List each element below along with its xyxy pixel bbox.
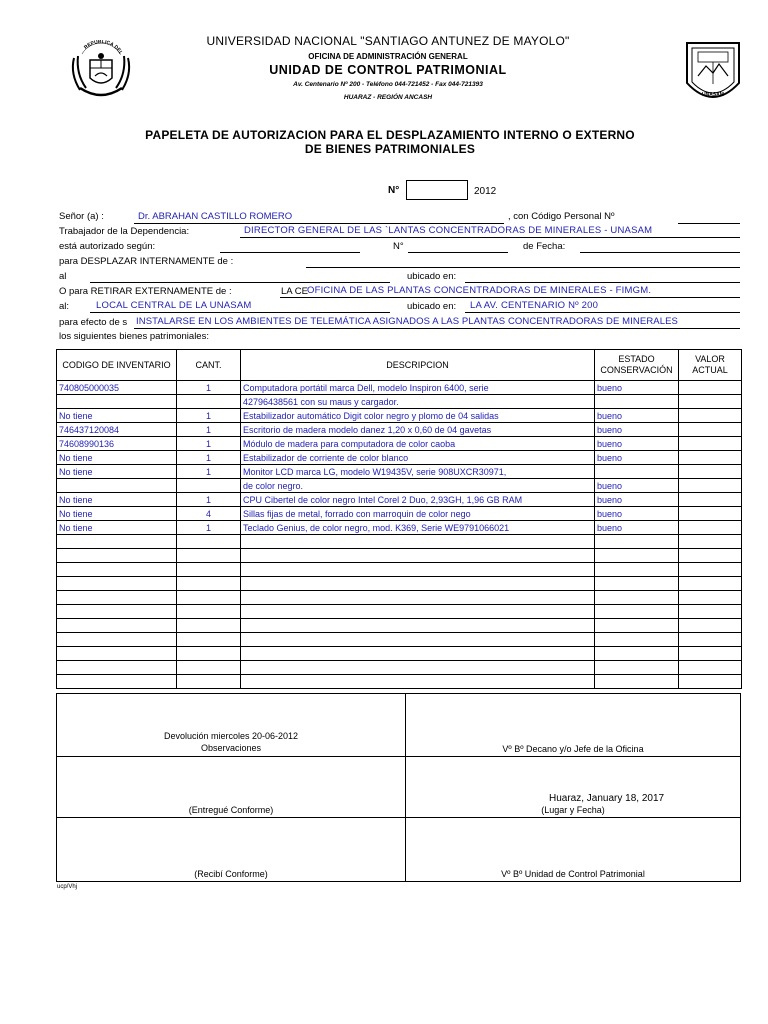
row-code — [57, 619, 177, 633]
row-cant — [177, 661, 241, 675]
row-estado: bueno — [595, 381, 679, 395]
table-row — [57, 395, 742, 409]
row-cant: 1 — [177, 465, 241, 479]
row-estado — [595, 605, 679, 619]
row-code: No tiene — [57, 465, 177, 479]
row-valor — [679, 661, 742, 675]
table-row — [57, 591, 742, 605]
table-header-row — [57, 350, 742, 381]
office-name: OFICINA DE ADMINISTRACIÓN GENERAL — [308, 52, 468, 61]
al2-label: al: — [59, 301, 70, 312]
dependencia-label: Trabajador de la Dependencia: — [59, 226, 190, 237]
table-row — [57, 493, 742, 507]
al-label: al — [59, 271, 67, 282]
retirar-prefix: LA CE — [281, 286, 308, 297]
ubicado2-value[interactable]: LA AV. CENTENARIO Nº 200 — [470, 300, 599, 311]
row-desc — [241, 591, 595, 605]
right-seal-text: UNASAM — [702, 92, 724, 98]
row-desc: Módulo de madera para computadora de color caoba — [241, 437, 595, 451]
row-valor — [679, 521, 742, 535]
row-desc — [241, 675, 595, 689]
table-row — [57, 605, 742, 619]
row-desc: Estabilizador automático Digit color negro y plomo de 04 salidas — [241, 409, 595, 423]
row-valor — [679, 465, 742, 479]
header-cant: CANT. — [177, 350, 241, 381]
table-row — [57, 521, 742, 535]
row-valor — [679, 549, 742, 563]
row-estado — [595, 549, 679, 563]
row-desc: 42796438561 con su maus y cargador. — [241, 395, 595, 409]
dependencia-value[interactable]: DIRECTOR GENERAL DE LAS `LANTAS CONCENTRADORAS DE MINERALES - UNASAM — [244, 225, 653, 236]
row-desc — [241, 605, 595, 619]
senor-label: Señor (a) : — [59, 211, 104, 222]
row-code: No tiene — [57, 409, 177, 423]
row-valor — [679, 395, 742, 409]
table-row — [57, 381, 742, 395]
row-desc: Estabilizador de corriente de color blanco — [241, 451, 595, 465]
left-seal-text: REPUBLICA DEL — [83, 40, 124, 56]
observaciones-label: Observaciones — [200, 743, 262, 753]
city-line: HUARAZ - REGIÓN ANCASH — [343, 94, 433, 101]
row-valor — [679, 451, 742, 465]
row-code — [57, 577, 177, 591]
row-code — [57, 647, 177, 661]
row-code — [57, 549, 177, 563]
header-desc: DESCRIPCION — [241, 350, 595, 381]
number-field[interactable] — [406, 180, 468, 200]
row-estado — [595, 577, 679, 591]
row-valor — [679, 647, 742, 661]
row-code — [57, 675, 177, 689]
row-cant — [177, 605, 241, 619]
row-code: 74608990136 — [57, 437, 177, 451]
row-cant — [177, 647, 241, 661]
row-estado — [595, 395, 679, 409]
recibi-label: (Recibí Conforme) — [194, 869, 268, 879]
devolucion-text: Devolución miercoles 20-06-2012 — [163, 731, 299, 741]
row-code: No tiene — [57, 507, 177, 521]
n-label: N° — [393, 241, 404, 252]
entregue-label: (Entregué Conforme) — [188, 805, 274, 815]
row-valor — [679, 619, 742, 633]
row-desc — [241, 563, 595, 577]
codigo-label: , con Código Personal Nº — [508, 211, 615, 222]
row-valor — [679, 507, 742, 521]
desplazar-label: para DESPLAZAR INTERNAMENTE de : — [59, 256, 234, 267]
fecha-label: de Fecha: — [523, 241, 566, 252]
row-estado: bueno — [595, 493, 679, 507]
row-cant — [177, 479, 241, 493]
header-estado: ESTADO CONSERVACIÓN — [595, 350, 679, 381]
ubicado1-label: ubicado en: — [407, 271, 457, 282]
table-row — [57, 661, 742, 675]
vb-unidad-label: Vº Bº Unidad de Control Patrimonial — [501, 869, 645, 879]
row-estado — [595, 647, 679, 661]
form-title-line2: DE BIENES PATRIMONIALES — [304, 142, 476, 156]
table-row — [57, 479, 742, 493]
row-code: 740805000035 — [57, 381, 177, 395]
senor-value[interactable]: Dr. ABRAHAN CASTILLO ROMERO — [138, 211, 293, 222]
row-cant: 1 — [177, 451, 241, 465]
table-row — [57, 675, 742, 689]
row-estado: bueno — [595, 451, 679, 465]
row-desc — [241, 535, 595, 549]
row-desc — [241, 661, 595, 675]
row-desc — [241, 647, 595, 661]
table-row — [57, 507, 742, 521]
row-desc: Sillas fijas de metal, forrado con marroquin de color nego — [241, 507, 595, 521]
table-row — [57, 535, 742, 549]
efecto-value[interactable]: INSTALARSE EN LOS AMBIENTES DE TELEMÁTICA ASIGNADOS A LAS PLANTAS CONCENTRADORAS DE MINERALES — [136, 316, 678, 327]
number-year: 2012 — [474, 186, 497, 197]
row-desc: Teclado Genius, de color negro, mod. K369, Serie WE9791066021 — [241, 521, 595, 535]
bienes-label: los siguientes bienes patrimoniales: — [59, 331, 209, 342]
table-row — [57, 465, 742, 479]
row-code — [57, 605, 177, 619]
table-row — [57, 619, 742, 633]
number-label: N° — [388, 185, 400, 196]
row-estado — [595, 591, 679, 605]
row-valor — [679, 633, 742, 647]
form-title-line1: PAPELETA DE AUTORIZACION PARA EL DESPLAZAMIENTO INTERNO O EXTERNO — [145, 128, 635, 142]
row-cant: 1 — [177, 437, 241, 451]
table-row — [57, 423, 742, 437]
row-desc — [241, 577, 595, 591]
row-valor — [679, 605, 742, 619]
row-cant — [177, 633, 241, 647]
row-code: No tiene — [57, 521, 177, 535]
retirar-label: O para RETIRAR EXTERNAMENTE de : — [59, 286, 232, 297]
row-valor — [679, 577, 742, 591]
row-desc: Monitor LCD marca LG, modelo W19435V, serie 908UXCR30971, — [241, 465, 595, 479]
row-cant — [177, 549, 241, 563]
unit-name: UNIDAD DE CONTROL PATRIMONIAL — [269, 63, 507, 77]
al2-value[interactable]: LOCAL CENTRAL DE LA UNASAM — [96, 300, 252, 311]
ubicado2-label: ubicado en: — [407, 301, 457, 312]
table-row — [57, 437, 742, 451]
reference-code: ucp/Vhj — [57, 884, 78, 890]
row-estado — [595, 633, 679, 647]
row-estado: bueno — [595, 507, 679, 521]
row-estado — [595, 535, 679, 549]
row-valor — [679, 479, 742, 493]
row-code: No tiene — [57, 493, 177, 507]
retirar-value[interactable]: OFICINA DE LAS PLANTAS CONCENTRADORAS DE MINERALES - FIMGM. — [307, 285, 652, 296]
row-estado — [595, 661, 679, 675]
row-valor — [679, 409, 742, 423]
table-row — [57, 409, 742, 423]
row-code — [57, 535, 177, 549]
row-estado — [595, 619, 679, 633]
row-valor — [679, 381, 742, 395]
university-seal-icon — [684, 40, 742, 106]
row-estado: bueno — [595, 479, 679, 493]
row-valor — [679, 563, 742, 577]
row-estado — [595, 675, 679, 689]
row-cant: 4 — [177, 507, 241, 521]
row-estado — [595, 465, 679, 479]
header-codigo: CODIGO DE INVENTARIO — [57, 350, 177, 381]
row-estado — [595, 563, 679, 577]
row-code: No tiene — [57, 451, 177, 465]
row-code: 746437120084 — [57, 423, 177, 437]
university-name: UNIVERSIDAD NACIONAL "SANTIAGO ANTUNEZ DE MAYOLO" — [206, 34, 570, 48]
row-valor — [679, 535, 742, 549]
row-desc — [241, 633, 595, 647]
header-valor: VALOR ACTUAL — [679, 350, 742, 381]
row-cant: 1 — [177, 381, 241, 395]
row-valor — [679, 493, 742, 507]
row-desc — [241, 619, 595, 633]
row-valor — [679, 423, 742, 437]
row-cant — [177, 563, 241, 577]
table-row — [57, 633, 742, 647]
row-code — [57, 591, 177, 605]
row-cant — [177, 577, 241, 591]
lugar-fecha-value: Huaraz, January 18, 2017 — [549, 793, 665, 804]
row-estado: bueno — [595, 521, 679, 535]
efecto-label: para efecto de s — [59, 317, 128, 328]
row-cant — [177, 675, 241, 689]
row-estado: bueno — [595, 423, 679, 437]
row-desc — [241, 549, 595, 563]
table-row — [57, 563, 742, 577]
row-code — [57, 563, 177, 577]
row-cant: 1 — [177, 409, 241, 423]
row-estado: bueno — [595, 409, 679, 423]
row-cant: 1 — [177, 521, 241, 535]
items-table — [56, 349, 742, 689]
lugar-fecha-label: (Lugar y Fecha) — [541, 805, 605, 815]
row-code — [57, 395, 177, 409]
autorizado-label: está autorizado según: — [59, 241, 156, 252]
row-cant: 1 — [177, 423, 241, 437]
vb-decano-label: Vº Bº Decano y/o Jefe de la Oficina — [502, 744, 644, 754]
row-desc: de color negro. — [241, 479, 595, 493]
row-valor — [679, 591, 742, 605]
row-desc: CPU Cibertel de color negro Intel Corel 2 Duo, 2,93GH, 1,96 GB RAM — [241, 493, 595, 507]
row-desc: Computadora portátil marca Dell, modelo Inspiron 6400, serie — [241, 381, 595, 395]
row-cant — [177, 395, 241, 409]
row-cant — [177, 535, 241, 549]
row-cant — [177, 591, 241, 605]
row-valor — [679, 437, 742, 451]
row-code — [57, 661, 177, 675]
table-row — [57, 549, 742, 563]
row-code — [57, 479, 177, 493]
table-row — [57, 451, 742, 465]
table-row — [57, 647, 742, 661]
address-line: Av. Centenario Nº 200 - Teléfono 044-721452 - Fax 044-721393 — [293, 81, 483, 88]
row-cant — [177, 619, 241, 633]
row-desc: Escritorio de madera modelo danez 1,20 x 0,60 de 04 gavetas — [241, 423, 595, 437]
table-row — [57, 577, 742, 591]
row-code — [57, 633, 177, 647]
row-estado: bueno — [595, 437, 679, 451]
row-valor — [679, 675, 742, 689]
row-cant: 1 — [177, 493, 241, 507]
